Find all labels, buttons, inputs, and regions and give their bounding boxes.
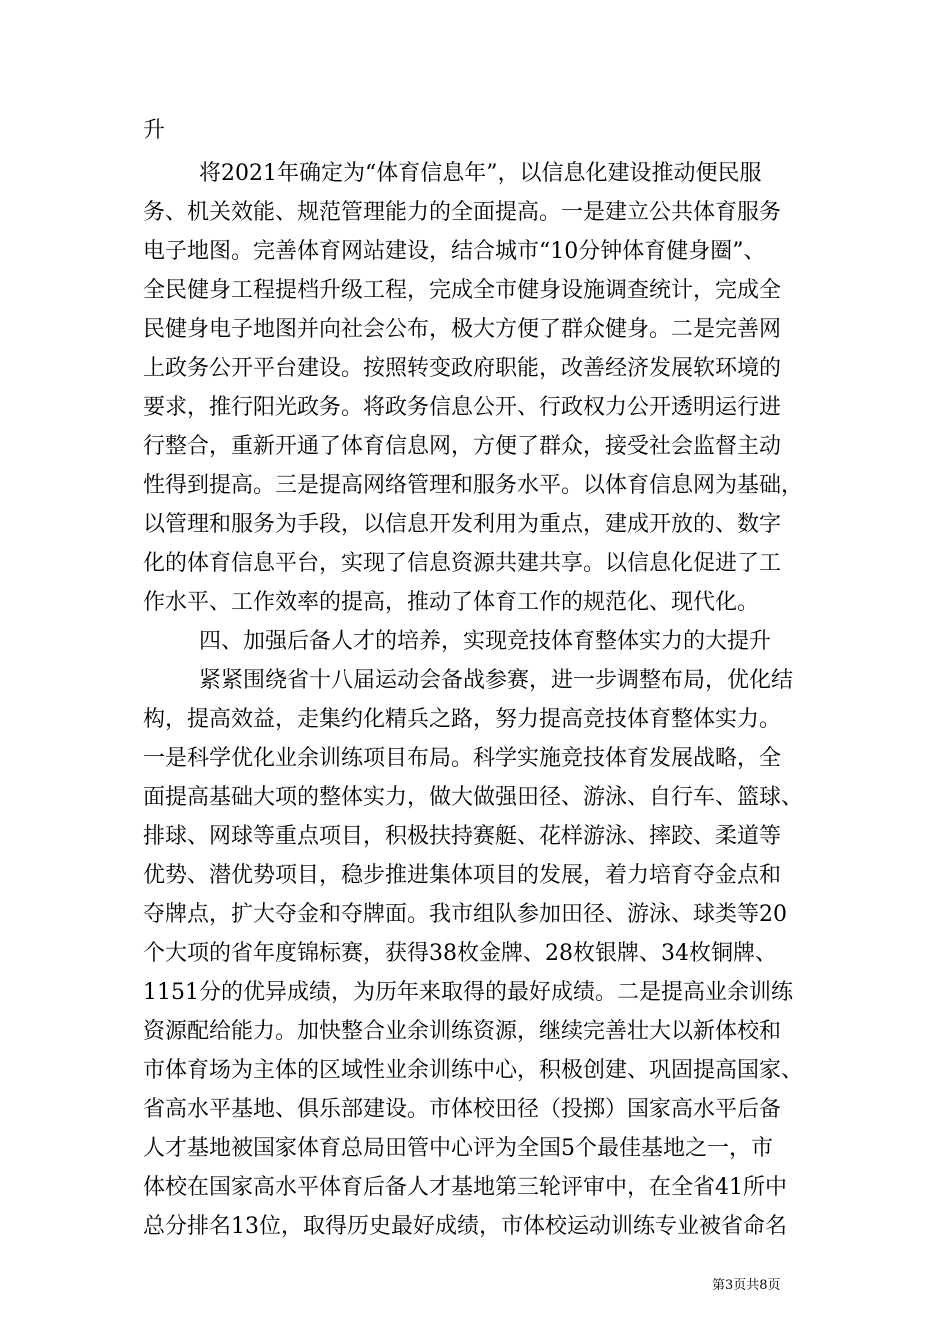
text-line: 人才基地被国家体育总局田管中心评为全国5个最佳基地之一，市 (143, 1136, 773, 1161)
text-line: 1151分的优异成绩，为历年来取得的最好成绩。二是提高业余训练 (143, 980, 793, 1005)
paragraph-first-line: 将2021年确定为“体育信息年”，以信息化建设推动便民服 (199, 161, 762, 186)
paragraph-first-line: 紧紧围绕省十八届运动会备战参赛，进一步调整布局，优化结 (199, 668, 794, 693)
text-line: 夺牌点，扩大夺金和夺牌面。我市组队参加田径、游泳、球类等20 (143, 902, 787, 927)
text-line: 排球、网球等重点项目，积极扶持赛艇、花样游泳、摔跤、柔道等 (143, 824, 782, 849)
text-line: 民健身电子地图并向社会公布，极大方便了群众健身。二是完善网 (143, 317, 782, 342)
text-line: 个大项的省年度锦标赛，获得38枚金牌、28枚银牌、34枚铜牌、 (143, 941, 777, 966)
text-line: 以管理和服务为手段，以信息开发利用为重点，建成开放的、数字 (143, 512, 782, 537)
text-line: 升 (143, 118, 166, 143)
text-line: 体校在国家高水平体育后备人才基地第三轮评审中，在全省41所中 (143, 1175, 787, 1200)
text-line: 电子地图。完善体育网站建设，结合城市“10分钟体育健身圈”、 (143, 239, 766, 264)
text-line: 上政务公开平台建设。按照转变政府职能，改善经济发展软环境的 (143, 356, 782, 381)
page-number-footer: 第3页共8页 (712, 1278, 781, 1293)
text-line: 优势、潜优势项目，稳步推进集体项目的发展，着力培育夺金点和 (143, 863, 782, 888)
text-line: 要求，推行阳光政务。将政务信息公开、行政权力公开透明运行进 (143, 395, 782, 420)
text-line: 总分排名13位，取得历史最好成绩，市体校运动训练专业被省命名 (143, 1214, 787, 1239)
text-line: 市体育场为主体的区域性业余训练中心，积极创建、巩固提高国家、 (143, 1058, 804, 1083)
text-line: 构，提高效益，走集约化精兵之路，努力提高竞技体育整体实力。 (143, 707, 782, 732)
text-line: 性得到提高。三是提高网络管理和服务水平。以体育信息网为基础， (143, 473, 804, 498)
text-line: 一是科学优化业余训练项目布局。科学实施竞技体育发展战略，全 (143, 746, 782, 771)
text-line: 作水平、工作效率的提高，推动了体育工作的规范化、现代化。 (143, 590, 760, 615)
text-line: 化的体育信息平台，实现了信息资源共建共享。以信息化促进了工 (143, 551, 782, 576)
text-line: 资源配给能力。加快整合业余训练资源，继续完善壮大以新体校和 (143, 1019, 782, 1044)
section-heading: 四、加强后备人才的培养，实现竞技体育整体实力的大提升 (199, 629, 772, 654)
text-line: 务、机关效能、规范管理能力的全面提高。一是建立公共体育服务 (143, 200, 782, 225)
text-line: 面提高基础大项的整体实力，做大做强田径、游泳、自行车、篮球、 (143, 785, 804, 810)
text-line: 省高水平基地、俱乐部建设。市体校田径（投掷）国家高水平后备 (143, 1097, 782, 1122)
text-line: 行整合，重新开通了体育信息网，方便了群众，接受社会监督主动 (143, 434, 782, 459)
text-line: 全民健身工程提档升级工程，完成全市健身设施调查统计，完成全 (143, 278, 782, 303)
